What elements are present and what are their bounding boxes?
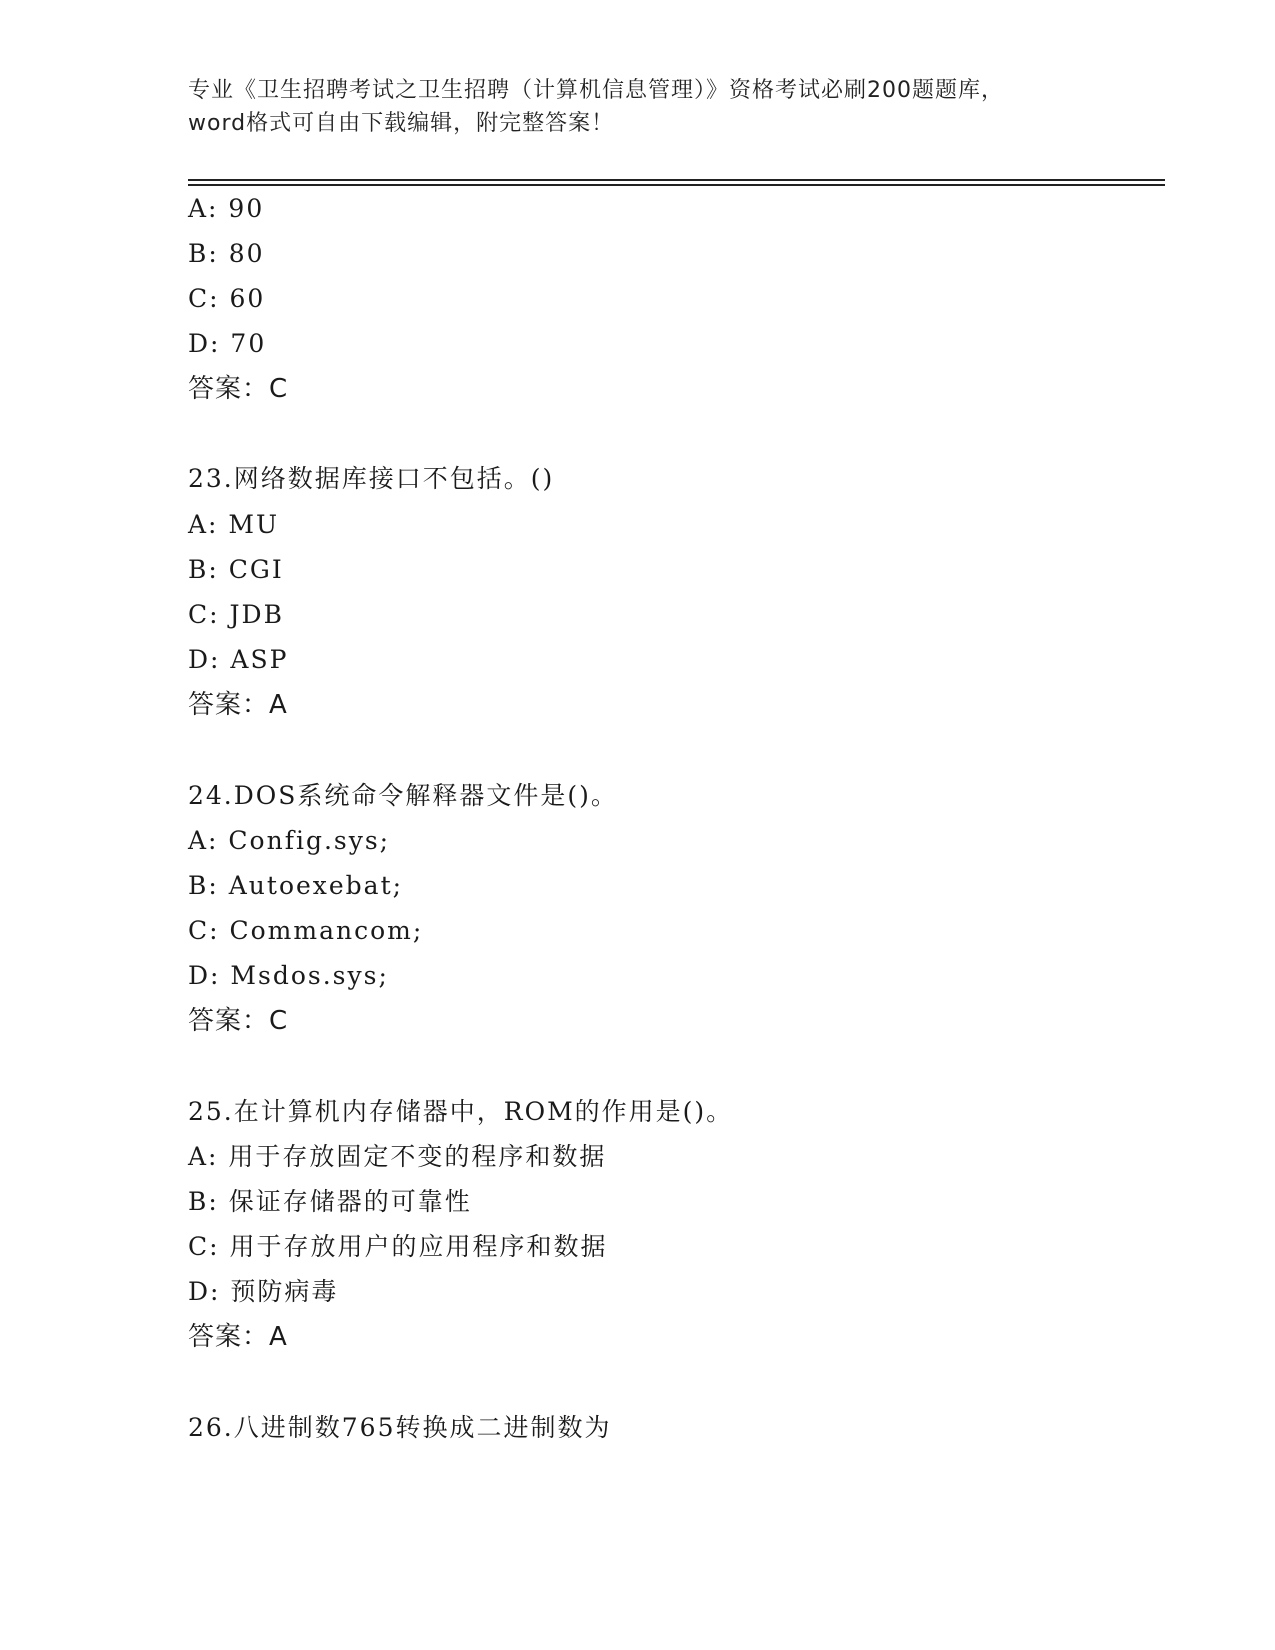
q24-option-b: B: Autoexebat; (188, 871, 404, 900)
q24-question: 24.DOS系统命令解释器文件是()。 (188, 781, 618, 810)
q22-option-d: D: 70 (188, 329, 267, 358)
q25-answer: 答案：A (188, 1322, 288, 1352)
q22-option-a: A: 90 (188, 194, 265, 223)
q22-option-b: B: 80 (188, 239, 265, 268)
q25-option-b: B: 保证存储器的可靠性 (188, 1187, 472, 1216)
q23-option-c: C: JDB (188, 600, 284, 629)
q23-answer: 答案：A (188, 690, 288, 720)
q22-answer: 答案：C (188, 374, 289, 404)
q25-option-d: D: 预防病毒 (188, 1277, 339, 1306)
q23-question: 23.网络数据库接口不包括。() (188, 464, 555, 493)
q25-question: 25.在计算机内存储器中，ROM的作用是()。 (188, 1097, 734, 1126)
q23-option-d: D: ASP (188, 645, 289, 674)
header-line-2: word格式可自由下载编辑，附完整答案！ (188, 111, 615, 136)
q23-option-a: A: MU (188, 510, 280, 539)
q24-answer: 答案：C (188, 1006, 289, 1036)
document-header (188, 74, 1088, 140)
q24-option-d: D: Msdos.sys; (188, 961, 389, 990)
header-divider-top (188, 179, 1165, 181)
q24-option-c: C: Commancom; (188, 916, 424, 945)
q25-option-c: C: 用于存放用户的应用程序和数据 (188, 1232, 608, 1261)
header-divider-bottom (188, 184, 1165, 186)
q26-question: 26.八进制数765转换成二进制数为 (188, 1413, 612, 1442)
header-line-1: 专业《卫生招聘考试之卫生招聘（计算机信息管理）》资格考试必刷200题题库， (188, 78, 1004, 103)
q24-option-a: A: Config.sys; (188, 826, 391, 855)
q23-option-b: B: CGI (188, 555, 284, 584)
q22-option-c: C: 60 (188, 284, 266, 313)
q25-option-a: A: 用于存放固定不变的程序和数据 (188, 1142, 607, 1171)
